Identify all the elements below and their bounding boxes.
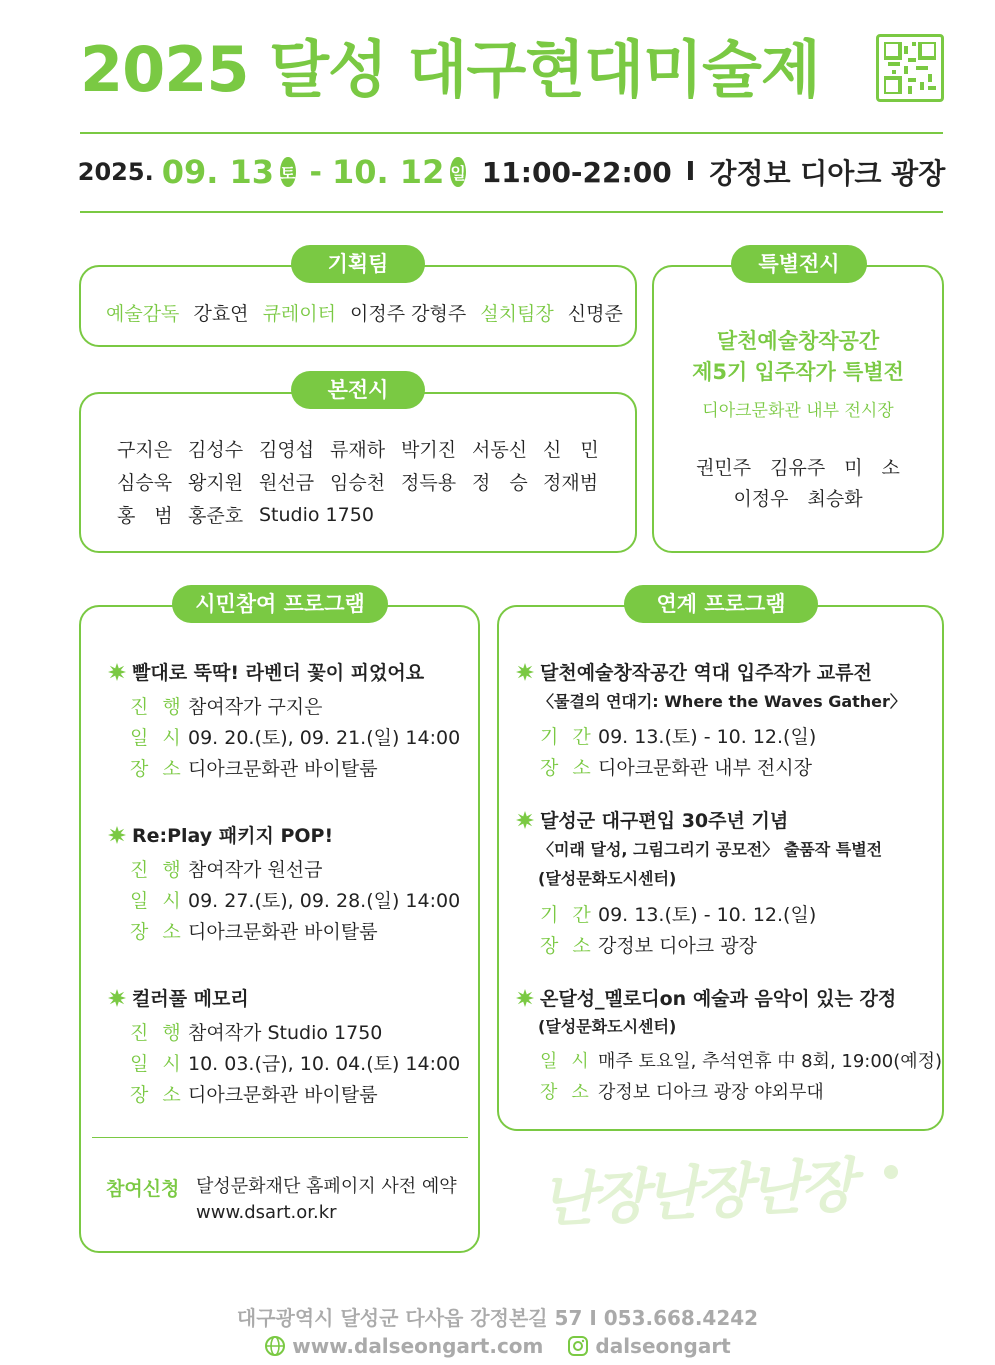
program-subtitle: 〈미래 달성, 그림그리기 공모전〉 출품작 특별전 — [538, 840, 883, 859]
footer-address: 대구광역시 달성군 다사읍 강정본길 57 I 053.668.4242 — [236, 1306, 759, 1330]
program-details — [540, 898, 816, 960]
burst-bullet-icon — [516, 811, 534, 829]
program-title-text: 컬러풀 메모리 — [132, 988, 249, 1010]
program-organizer: (달성문화도시센터) — [538, 869, 677, 888]
detail-value: 참여작가 Studio 1750 — [188, 1022, 383, 1044]
start-date: 09. 13 — [161, 153, 275, 191]
program-organizer: (달성문화도시센터) — [538, 1017, 677, 1036]
artist-name: 김영섭 — [259, 439, 315, 461]
artist-name: 정득용 — [401, 472, 457, 494]
artist-name: 박기진 — [401, 439, 457, 461]
end-date: 10. 12 — [331, 153, 445, 191]
program-title-text: 빨대로 뚝딱! 라벤더 꽃이 피었어요 — [132, 662, 425, 684]
special-title — [652, 326, 944, 388]
detail-key: 기간 — [540, 904, 605, 926]
separator: I — [685, 157, 696, 187]
footer-links — [0, 1334, 995, 1358]
program-title-text: 온달성_멜로디on 예술과 음악이 있는 강정 — [540, 988, 897, 1010]
venue: 강정보 디아크 광장 — [709, 157, 946, 190]
program-details — [130, 690, 460, 783]
logo-graphic — [535, 1150, 905, 1230]
artist-name: Studio 1750 — [259, 503, 374, 526]
detail-value: 디아크문화관 바이탈룸 — [188, 1084, 378, 1106]
artist-name: 정재범 — [543, 472, 599, 494]
burst-bullet-icon — [516, 663, 534, 681]
special-artists-line1: 권민주 김유주 미 소 — [696, 457, 900, 479]
detail-value: 10. 03.(금), 10. 04.(토) 14:00 — [188, 1053, 461, 1075]
detail-value: 09. 20.(토), 09. 21.(일) 14:00 — [188, 727, 461, 749]
artist-name: 임승천 — [330, 472, 386, 494]
artist-name: 서동신 — [472, 439, 528, 461]
program-title — [516, 806, 788, 833]
instagram-link[interactable]: dalseongart — [595, 1334, 731, 1358]
artist-name: 홍준호 — [188, 505, 244, 527]
program-title-text: Re:Play 패키지 POP! — [132, 825, 334, 847]
apply-line: 달성문화재단 홈페이지 사전 예약 — [196, 1176, 457, 1197]
detail-key: 진행 — [130, 696, 195, 718]
role-label: 설치팀장 — [480, 303, 554, 325]
detail-key: 장소 — [540, 935, 605, 957]
burst-bullet-icon — [108, 989, 126, 1007]
detail-value: 강정보 디아크 광장 — [598, 935, 757, 957]
year: 2025. — [77, 158, 154, 186]
divider — [80, 211, 943, 213]
program-title — [108, 821, 333, 848]
detail-key: 장소 — [130, 1084, 195, 1106]
apply-label: 참여신청 — [106, 1178, 180, 1200]
program-details — [540, 720, 816, 782]
detail-value: 디아크문화관 내부 전시장 — [598, 757, 812, 779]
detail-value: 참여작가 구지은 — [188, 696, 323, 718]
detail-key: 장소 — [130, 921, 195, 943]
role-label: 예술감독 — [106, 303, 180, 325]
planning-team — [106, 299, 631, 326]
program-title — [108, 984, 249, 1011]
artist-name: 류재하 — [330, 439, 386, 461]
detail-value: 09. 13.(토) - 10. 12.(일) — [598, 726, 817, 748]
artist-row — [117, 432, 614, 465]
detail-value: 09. 13.(토) - 10. 12.(일) — [598, 904, 817, 926]
detail-key: 일시 — [130, 890, 195, 912]
planning-heading: 기획팀 — [291, 245, 425, 283]
program-title-text: 달천예술창작공간 역대 입주작가 교류전 — [540, 662, 872, 684]
program-details — [130, 1016, 460, 1109]
special-artists-line2: 이정우 최승화 — [733, 488, 863, 510]
divider — [92, 1137, 468, 1138]
divider — [80, 132, 943, 134]
special-artists — [652, 453, 944, 515]
website-link[interactable]: www.dalseongart.com — [292, 1334, 544, 1358]
detail-key: 장소 — [540, 1081, 603, 1103]
role-names: 신명준 — [567, 303, 623, 325]
qr-code-icon — [876, 34, 944, 102]
apply-url-link[interactable]: www.dsart.or.kr — [196, 1202, 337, 1223]
time-range: 11:00-22:00 — [481, 155, 672, 189]
festival-logo — [535, 1150, 905, 1230]
citizen-program-heading: 시민참여 프로그램 — [172, 585, 388, 623]
artist-name: 왕지원 — [188, 472, 244, 494]
detail-key: 기간 — [540, 726, 605, 748]
artist-name: 신 민 — [543, 439, 599, 461]
detail-value: 참여작가 원선금 — [188, 859, 323, 881]
program-title — [516, 984, 896, 1011]
role-names: 이정주 강형주 — [350, 303, 467, 325]
program-title — [108, 658, 424, 685]
program-title-text: 달성군 대구편입 30주년 기념 — [540, 810, 789, 832]
linked-program-heading: 연계 프로그램 — [624, 585, 818, 623]
end-day-badge: 일 — [450, 157, 465, 187]
role-label: 큐레이터 — [262, 303, 336, 325]
main-exhibition-heading: 본전시 — [291, 371, 425, 409]
start-day-badge: 토 — [280, 157, 295, 187]
detail-key: 일시 — [540, 1050, 603, 1072]
detail-value: 디아크문화관 바이탈룸 — [188, 921, 378, 943]
artist-name: 원선금 — [259, 472, 315, 494]
detail-key: 장소 — [540, 757, 605, 779]
artist-name: 구지은 — [117, 439, 173, 461]
artist-row — [117, 465, 614, 498]
detail-key: 진행 — [130, 1022, 195, 1044]
program-details — [540, 1044, 942, 1106]
apply-info — [196, 1174, 457, 1226]
instagram-icon — [567, 1335, 589, 1357]
detail-value: 디아크문화관 바이탈룸 — [188, 758, 378, 780]
detail-value: 강정보 디아크 광장 야외무대 — [598, 1081, 824, 1103]
page-title: 2025 달성 대구현대미술제 — [80, 33, 820, 106]
detail-key: 일시 — [130, 727, 195, 749]
detail-key: 일시 — [130, 1053, 195, 1075]
artist-name: 김성수 — [188, 439, 244, 461]
detail-value: 09. 27.(토), 09. 28.(일) 14:00 — [188, 890, 461, 912]
role-names: 강효연 — [193, 303, 249, 325]
burst-bullet-icon — [108, 826, 126, 844]
artist-list — [117, 432, 614, 531]
artist-row — [117, 498, 614, 531]
artist-name: 정 승 — [472, 472, 528, 494]
detail-value: 매주 토요일, 추석연휴 中 8회, 19:00(예정) — [598, 1050, 943, 1072]
special-exhibition-heading: 특별전시 — [731, 245, 867, 283]
special-title-line2: 제5기 입주작가 특별전 — [692, 360, 904, 384]
date-dash: - — [309, 154, 322, 190]
special-title-line1: 달천예술창작공간 — [716, 329, 880, 353]
burst-bullet-icon — [108, 663, 126, 681]
program-title — [516, 658, 872, 685]
globe-icon — [264, 1335, 286, 1357]
special-venue: 디아크문화관 내부 전시장 — [702, 401, 894, 421]
svg-text:난장난장난장: 난장난장난장 — [538, 1150, 854, 1230]
detail-key: 장소 — [130, 758, 195, 780]
program-subtitle: 〈물결의 연대기: Where the Waves Gather〉 — [538, 692, 906, 711]
program-details — [130, 853, 460, 946]
burst-bullet-icon — [516, 989, 534, 1007]
date-line — [77, 150, 946, 194]
detail-key: 진행 — [130, 859, 195, 881]
artist-name: 홍 범 — [117, 505, 173, 527]
artist-name: 심승욱 — [117, 472, 173, 494]
